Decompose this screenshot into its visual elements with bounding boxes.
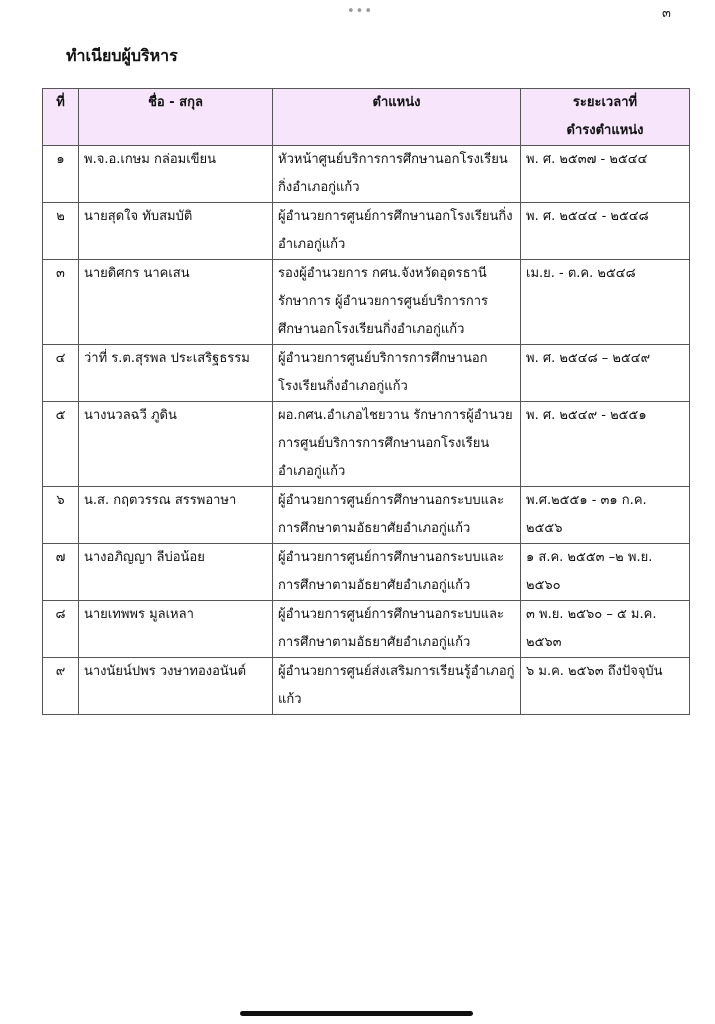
table-row [43,203,690,260]
row-name: น.ส. กฤตวรรณ สรรพอาษา [79,487,273,544]
row-period: พ. ศ. ๒๕๔๘ – ๒๕๔๙ [521,345,690,402]
row-number: ๘ [43,601,79,658]
home-indicator[interactable] [240,1011,473,1016]
row-position: ผู้อำนวยการศูนย์บริการการศึกษานอกโรงเรียนกิ่งอำเภอกู่แก้ว [273,345,521,402]
row-position: ผู้อำนวยการศูนย์การศึกษานอกระบบและการศึกษาตามอัธยาศัยอำเภอกู่แก้ว [273,487,521,544]
row-name: นายเทพพร มูลเหลา [79,601,273,658]
row-number: ๗ [43,544,79,601]
row-period: พ. ศ. ๒๕๔๙ - ๒๕๕๑ [521,402,690,487]
row-name: พ.จ.อ.เกษม กล่อมเขียน [79,146,273,203]
row-position: รองผู้อำนวยการ กศน.จังหวัดอุดรธานี รักษาการ ผู้อำนวยการศูนย์บริการการศึกษานอกโรงเรียนกิ่งอำเภอกู่แก้ว [273,260,521,345]
row-period: ๖ ม.ค. ๒๕๖๓ ถึงปัจจุบัน [521,658,690,715]
header-no: ที่ [43,89,79,146]
table-row [43,345,690,402]
row-period: พ. ศ. ๒๕๔๔ - ๒๕๔๘ [521,203,690,260]
page-title: ทำเนียบผู้บริหาร [66,46,178,65]
row-name: นายสุดใจ ทับสมบัติ [79,203,273,260]
row-position: ผอ.กศน.อำเภอไชยวาน รักษาการผู้อำนวยการศูนย์บริการการศึกษานอกโรงเรียนอำเภอกู่แก้ว [273,402,521,487]
row-number: ๔ [43,345,79,402]
page-number: ๓ [662,6,671,21]
row-period: ๓ พ.ย. ๒๕๖๐ – ๕ ม.ค. ๒๕๖๓ [521,601,690,658]
row-name: นางอภิญญา ลีบ่อน้อย [79,544,273,601]
row-number: ๙ [43,658,79,715]
row-name: นางนวลฉวี ภูดิน [79,402,273,487]
row-name: ว่าที่ ร.ต.สุรพล ประเสริฐธรรม [79,345,273,402]
administrators-table [42,88,690,715]
table-row [43,601,690,658]
row-number: ๒ [43,203,79,260]
table-row [43,658,690,715]
header-period: ระยะเวลาที่ ดำรงตำแหน่ง [521,89,690,146]
table-row [43,402,690,487]
row-name: นางนัยน์ปพร วงษาทองอนันต์ [79,658,273,715]
row-number: ๕ [43,402,79,487]
row-period: พ.ศ.๒๕๕๑ - ๓๑ ก.ค. ๒๕๕๖ [521,487,690,544]
row-number: ๓ [43,260,79,345]
row-number: ๖ [43,487,79,544]
table-header-row [43,89,690,146]
table-row [43,260,690,345]
row-position: ผู้อำนวยการศูนย์ส่งเสริมการเรียนรู้อำเภอกู่แก้ว [273,658,521,715]
row-position: หัวหน้าศูนย์บริการการศึกษานอกโรงเรียนกิ่งอำเภอกู่แก้ว [273,146,521,203]
header-name: ชื่อ - สกุล [79,89,273,146]
table-row [43,146,690,203]
row-period: พ. ศ. ๒๕๓๗ - ๒๕๔๔ [521,146,690,203]
table-row [43,544,690,601]
row-number: ๑ [43,146,79,203]
row-position: ผู้อำนวยการศูนย์การศึกษานอกระบบและการศึกษาตามอัธยาศัยอำเภอกู่แก้ว [273,544,521,601]
row-name: นายดิศกร นาคเสน [79,260,273,345]
more-dots-icon[interactable]: ••• [347,4,374,19]
row-position: ผู้อำนวยการศูนย์การศึกษานอกระบบและการศึกษาตามอัธยาศัยอำเภอกู่แก้ว [273,601,521,658]
table-row [43,487,690,544]
row-position: ผู้อำนวยการศูนย์การศึกษานอกโรงเรียนกิ่งอำเภอกู่แก้ว [273,203,521,260]
row-period: เม.ย. - ต.ค. ๒๕๔๘ [521,260,690,345]
row-period: ๑ ส.ค. ๒๕๕๓ –๒ พ.ย. ๒๕๖๐ [521,544,690,601]
header-position: ตำแหน่ง [273,89,521,146]
